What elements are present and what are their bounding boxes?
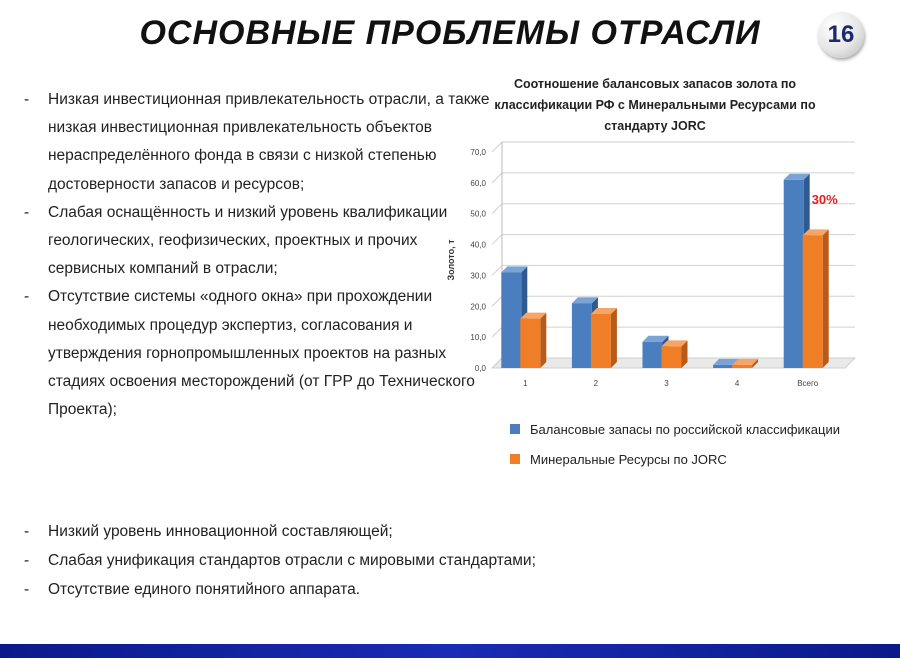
y-tick-label: 50,0 (470, 209, 486, 219)
bar (501, 272, 521, 368)
bar (732, 365, 752, 368)
problem-list (22, 86, 492, 424)
bar (713, 365, 733, 368)
y-tick-label: 70,0 (470, 148, 486, 157)
footer-bar (0, 644, 900, 658)
list-item (22, 199, 492, 284)
bullet-marker: - (24, 288, 30, 306)
legend-item (510, 414, 840, 444)
bullet-marker: - (24, 91, 30, 108)
bar-side (611, 308, 617, 368)
bar (662, 346, 682, 368)
bullet-marker: - (24, 203, 30, 221)
y-axis-label: Золото, т (446, 239, 456, 281)
x-tick-label: 2 (593, 379, 599, 388)
bar-chart (440, 140, 870, 400)
bar (643, 342, 663, 368)
bullet-marker: - (24, 581, 30, 598)
list-item (22, 283, 492, 424)
x-tick-label: 3 (664, 379, 669, 388)
problem-list-continued (22, 517, 642, 604)
bar-side (823, 229, 829, 368)
slide-title: ОСНОВНЫЕ ПРОБЛЕМЫ ОТРАСЛИ (139, 14, 761, 52)
list-item (22, 575, 642, 604)
page-number-badge: 16 (818, 12, 864, 58)
annotation-label: 30% (811, 191, 838, 207)
y-tick-label: 10,0 (470, 333, 486, 343)
list-item-text: Отсутствие системы «одного окна» при прохождении необходимых процедур экспертиз, согласования и утверждения горнопромышленных проектов на разных стадиях освоения месторождений (от ГРР до Технического Проекта); (48, 288, 475, 419)
list-item-text: Отсутствие единого понятийного аппарата. (48, 581, 361, 598)
legend-label: Балансовые запасы по российской классификации (530, 421, 840, 437)
list-item (22, 517, 642, 546)
y-tick-label: 30,0 (470, 271, 486, 281)
y-tick-label: 60,0 (470, 178, 486, 188)
list-item-text: Низкий уровень инновационной составляющей; (48, 523, 393, 540)
list-item-text: Низкая инвестиционная привлекательность отрасли, а также низкая инвестиционная привлекательность объектов нераспределённого фонда в связи с низкой степенью достоверности запасов и ресурсов; (48, 91, 490, 193)
bar (572, 303, 592, 368)
list-item (22, 86, 492, 199)
y-tick-label: 20,0 (470, 302, 486, 312)
bar-side (540, 313, 546, 368)
list-item-text: Слабая унификация стандартов отрасли с мировыми стандартами; (48, 552, 536, 569)
gridline-depth (492, 296, 502, 306)
list-item (22, 546, 642, 575)
y-tick-label: 0,0 (474, 364, 486, 373)
bar (520, 319, 540, 368)
x-tick-label: 4 (734, 379, 740, 388)
chart-title: Соотношение балансовых запасов золота по классификации РФ с Минеральными Ресурсами по стандарту JORC (494, 77, 816, 133)
legend-swatch-blue (510, 424, 520, 434)
bar (803, 235, 823, 368)
bar (784, 180, 804, 368)
gridline-depth (492, 235, 502, 245)
gridline-depth (492, 204, 502, 214)
gridline-depth (492, 142, 502, 152)
bullet-marker: - (24, 552, 30, 569)
legend-item (510, 444, 840, 474)
chart-legend (510, 414, 840, 474)
gridline-depth (492, 327, 502, 337)
y-tick-label: 40,0 (470, 240, 486, 250)
legend-label: Минеральные Ресурсы по JORC (530, 451, 727, 467)
gridline-depth (492, 265, 502, 275)
x-tick-label: Всего (797, 379, 819, 388)
x-tick-label: 1 (523, 379, 528, 388)
legend-swatch-orange (510, 454, 520, 464)
bar (591, 314, 611, 368)
list-item-text: Слабая оснащённость и низкий уровень квалификации геологических, геофизических, проектных и прочих сервисных компаний в отрасли; (48, 203, 448, 278)
gridline-depth (492, 173, 502, 183)
bullet-marker: - (24, 523, 30, 540)
